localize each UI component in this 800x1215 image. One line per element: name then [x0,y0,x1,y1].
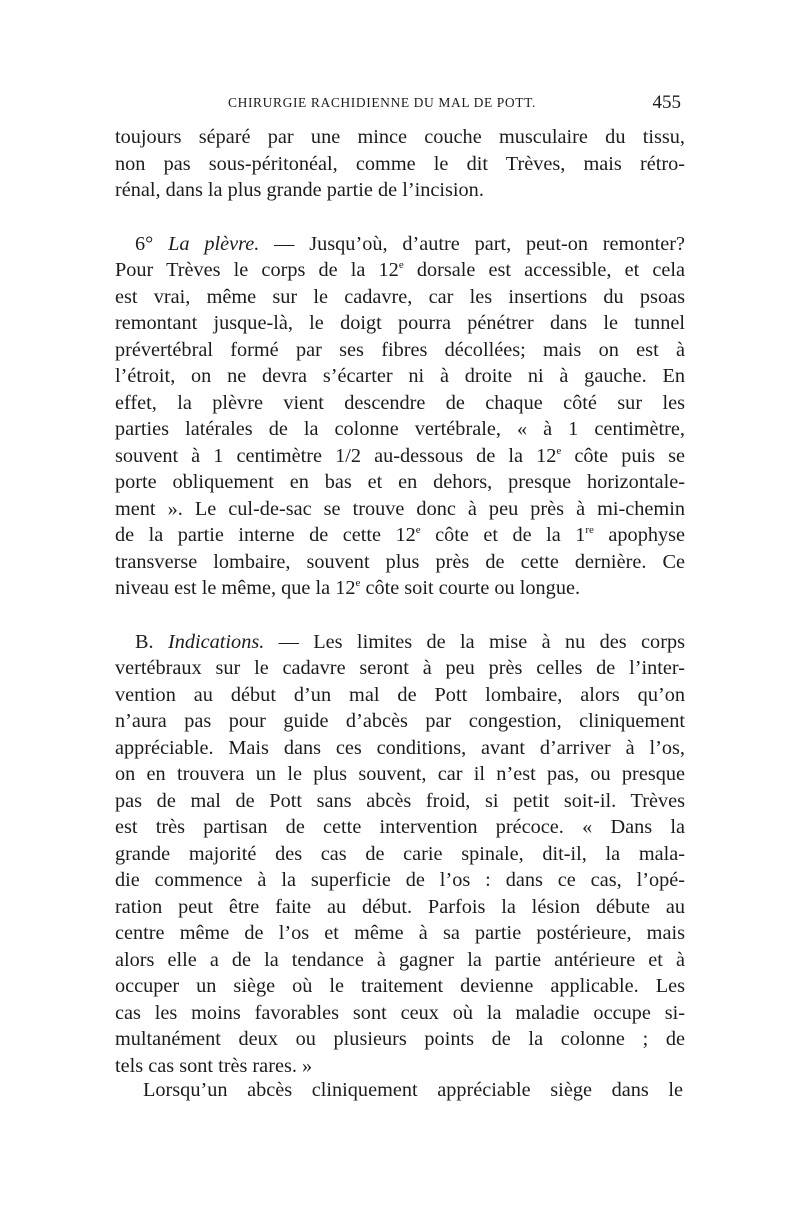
paragraph-plevre [115,231,685,602]
text-line: vention au début d’un mal de Pott lombaire, alors qu’on [115,683,685,706]
text-line: porte obliquement en bas et en dehors, presque horizontale- [115,471,685,493]
text-line: parties latérales de la colonne vertébrale, « à 1 centimètre, [115,418,685,440]
body-text [115,124,685,1079]
text-line: ration peut être faite au début. Parfois la lésion débute au [115,895,685,918]
text-line: Pour Trèves le corps de la 12e dorsale est accessible, et cela [115,259,685,281]
text-line: rénal, dans la plus grande partie de l’incision. [115,179,484,201]
page-number: 455 [652,92,681,113]
text-line: appréciable. Mais dans ces conditions, avant d’arriver à l’os, [115,736,685,759]
text-line: occuper un siège où le traitement devienne applicable. Les [115,975,685,997]
text-line: remontant jusque-là, le doigt pourra pénétrer dans le tunnel [115,312,685,334]
text-line: on en trouvera un le plus souvent, car il n’est pas, ou presque [115,763,685,785]
text-line: die commence à la superficie de l’os : dans ce cas, l’opé- [115,869,685,891]
text-line: Lorsqu’un abcès cliniquement appréciable siège dans le [143,1079,683,1101]
text-line: effet, la plèvre vient descendre de chaque côté sur les [115,391,685,414]
section-label: B. [135,630,154,653]
text-line: alors elle a de la tendance à gagner la partie antérieure et à [115,948,685,971]
text-line: pas de mal de Pott sans abcès froid, si petit soit-il. Trèves [115,789,685,812]
text-line: est vrai, même sur le cadavre, car les insertions du psoas [115,285,685,308]
text-line: transverse lombaire, souvent plus près de cette dernière. Ce [115,550,685,573]
text-line: l’étroit, on ne devra s’écarter ni à droite ni à gauche. En [115,365,685,387]
text-line: tels cas sont très rares. » [115,1054,313,1077]
text-line: cas les moins favorables sont ceux où la maladie occupe si- [115,1001,685,1024]
text-line: B. Indications. — Les limites de la mise à nu des corps [135,630,685,653]
running-title: CHIRURGIE RACHIDIENNE DU MAL DE POTT. [228,95,536,110]
text-line: grande majorité des cas de carie spinale, dit-il, la mala- [115,842,685,865]
text-line: centre même de l’os et même à sa partie postérieure, mais [115,922,685,944]
text-line: prévertébral formé par ses fibres décollées; mais on est à [115,338,685,361]
paragraph-gap [115,602,685,629]
text-line: niveau est le même, que la 12e côte soit courte ou longue. [115,577,581,599]
text-line: 6° La plèvre. — Jusqu’où, d’autre part, peut-on remonter? [135,232,686,255]
text-line: n’aura pas pour guide d’abcès par congestion, cliniquement [115,710,685,732]
section-number: 6° [135,232,154,255]
section-title: Indications. [167,630,265,653]
paragraph-abces [118,1077,683,1104]
running-head [115,92,685,118]
text-line: multanément deux ou plusieurs points de la colonne ; de [115,1028,685,1050]
text-line: est très partisan de cette intervention précoce. « Dans la [115,816,685,838]
text-line: de la partie interne de cette 12e côte et de la 1re apophyse [115,524,686,546]
text-line: ment ». Le cul-de-sac se trouve donc à peu près à mi-chemin [115,497,685,520]
text-line: non pas sous-péritonéal, comme le dit Trèves, mais rétro- [115,152,685,175]
paragraph-incision [115,124,685,204]
text-line: toujours séparé par une mince couche musculaire du tissu, [115,126,685,148]
paragraph-indications [115,629,685,1080]
text-line: vertébraux sur le cadavre seront à peu près celles de l’inter- [115,657,685,679]
section-title: La plèvre. [168,232,260,255]
text-line: souvent à 1 centimètre 1/2 au-dessous de la 12e côte puis se [115,444,685,467]
paragraph-gap [115,204,685,231]
